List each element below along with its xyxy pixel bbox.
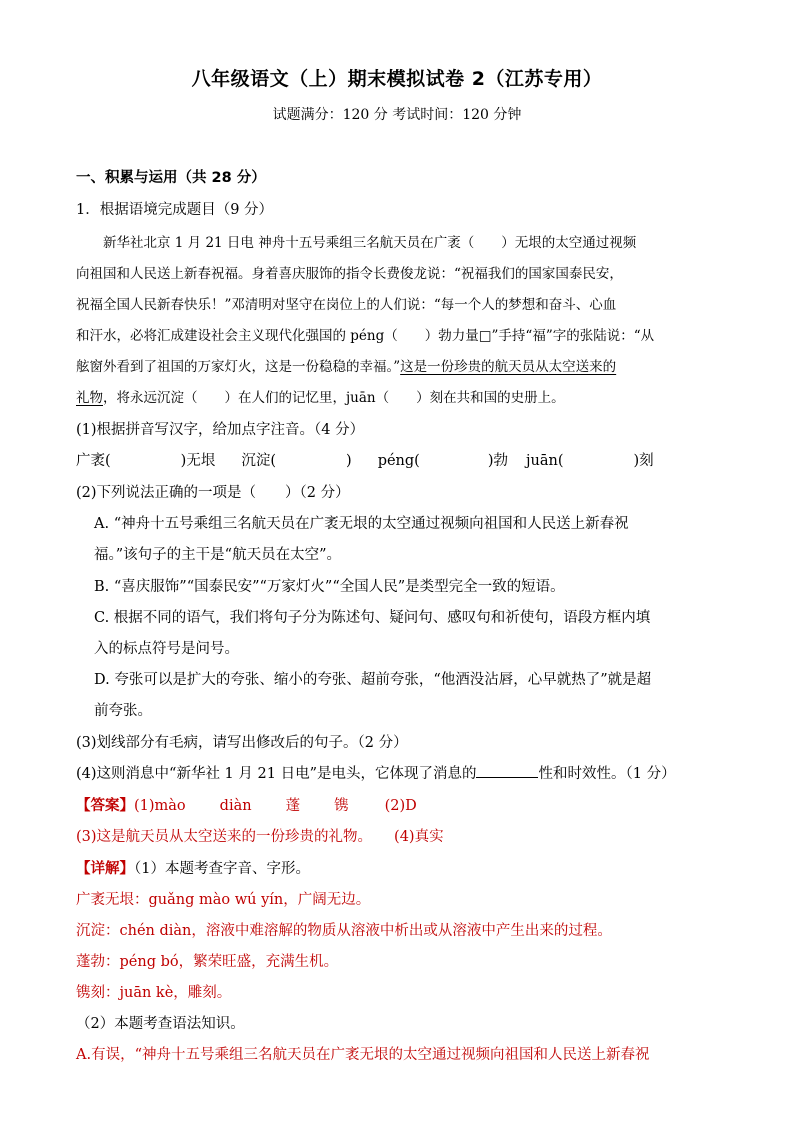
passage-line-6-text: ，将永远沉淀（ ）在人们的记忆里，juān（ ）刻在共和国的史册上。	[103, 390, 565, 406]
answer-line-2	[76, 825, 444, 846]
explain-line-7: A.有误，“神舟十五号乘组三名航天员在广袤无垠的太空通过视频向祖国和人民送上新春祝	[76, 1047, 650, 1063]
answer-1c: 蓬	[285, 798, 301, 814]
page-subtitle: 试题满分：120 分 考试时间：120 分钟	[272, 107, 522, 123]
sub-question-1-prompt: (1)根据拼音写汉字，给加点字注音。（4 分）	[76, 422, 365, 438]
option-a-line-1: A. “神舟十五号乘组三名航天员在广袤无垠的太空通过视频向祖国和人民送上新春祝	[94, 516, 629, 532]
answer-label: 【答案】	[76, 798, 134, 814]
explain-line-2: 广袤无垠：guǎng mào wú yín，广阔无边。	[76, 892, 371, 908]
option-b: B. “喜庆服饰”“国泰民安”“万家灯火”“全国人民”是类型完全一致的短语。	[94, 579, 565, 595]
passage-line-1: 新华社北京 1 月 21 日电 神舟十五号乘组三名航天员在广袤（ ）无垠的太空通过视频	[76, 235, 637, 251]
section-heading: 一、积累与运用（共 28 分）	[76, 170, 266, 186]
passage-line-4: 和汗水，必将汇成建设社会主义现代化强国的 péng（ ）勃力量□”手持“福”字的张陆说：“从	[76, 328, 655, 344]
option-c-line-1: C. 根据不同的语气，我们将句子分为陈述句、疑问句、感叹句和祈使句，语段方框内填	[94, 610, 651, 626]
answer-1b: diàn	[219, 798, 252, 814]
explain-line-4: 蓬勃：péng bó，繁荣旺盛，充满生机。	[76, 954, 339, 970]
explain-line-6: （2）本题考查语法知识。	[76, 1016, 245, 1032]
page-title: 八年级语文（上）期末模拟试卷 2（江苏专用）	[191, 68, 603, 90]
option-d-line-1: D. 夸张可以是扩大的夸张、缩小的夸张、超前夸张，“他酒没沾唇，心早就热了”就是超	[94, 672, 652, 688]
passage-line-3: 祝福全国人民新春快乐！”邓清明对坚守在岗位上的人们说：“每一个人的梦想和奋斗、心血	[76, 297, 617, 313]
item-juan: juān(	[526, 453, 564, 469]
explain-1-text: （1）本题考查字音、字形。	[134, 861, 310, 877]
underlined-sentence-end: 礼物	[76, 390, 103, 406]
item-peng-end: )勃	[487, 453, 508, 469]
explain-line-1	[76, 857, 310, 878]
answer-1a: (1)mào	[134, 798, 186, 814]
option-d-line-2: 前夸张。	[94, 703, 152, 719]
explain-line-5: 镌刻：juān kè，雕刻。	[76, 985, 232, 1001]
question-1-title: 1．根据语境完成题目（9 分）	[76, 202, 274, 218]
answer-1d: 镌	[334, 798, 349, 814]
passage-line-5	[76, 355, 616, 375]
passage-line-5-text: 舷窗外看到了祖国的万家灯火，这是一份稳稳的幸福。”	[76, 359, 401, 375]
answer-3: (3)这是航天员从太空送来的一份珍贵的礼物。	[76, 829, 373, 845]
item-guangmao-end: )无垠	[180, 453, 216, 469]
item-peng: péng(	[377, 453, 420, 469]
passage-line-2: 向祖国和人民送上新春祝福。身着喜庆服饰的指令长费俊龙说：“祝福我们的国家国泰民安，	[76, 266, 623, 282]
answer-line-1	[76, 794, 417, 815]
sub-question-4-prompt	[76, 762, 676, 783]
answer-4: (4)真实	[394, 829, 444, 845]
answer-blank	[476, 763, 538, 778]
explain-line-3: 沉淀：chén diàn，溶液中难溶解的物质从溶液中析出或从溶液中产生出来的过程。	[76, 923, 612, 939]
sub-question-4-text: (4)这则消息中“新华社 1 月 21 日电”是电头，它体现了消息的	[76, 766, 477, 782]
sub-question-3-prompt: (3)划线部分有毛病，请写出修改后的句子。（2 分）	[76, 735, 408, 751]
underlined-sentence: 这是一份珍贵的航天员从太空送来的	[400, 359, 617, 375]
sub-question-2-prompt: (2)下列说法正确的一项是（ ）（2 分）	[76, 485, 350, 501]
explain-label: 【详解】	[76, 861, 134, 877]
passage-line-6	[76, 386, 565, 406]
item-guangmao: 广袤(	[76, 453, 111, 469]
answer-2: (2)D	[384, 798, 417, 814]
item-chendian: 沉淀(	[241, 453, 277, 469]
item-juan-end: )刻	[633, 453, 654, 469]
sub-question-1-items	[76, 449, 654, 470]
option-a-line-2: 福。”该句子的主干是“航天员在太空”。	[94, 547, 341, 563]
item-chendian-end: )	[346, 453, 352, 469]
option-c-line-2: 入的标点符号是问号。	[94, 641, 239, 657]
sub-question-4-text-end: 性和时效性。（1 分）	[538, 766, 676, 782]
